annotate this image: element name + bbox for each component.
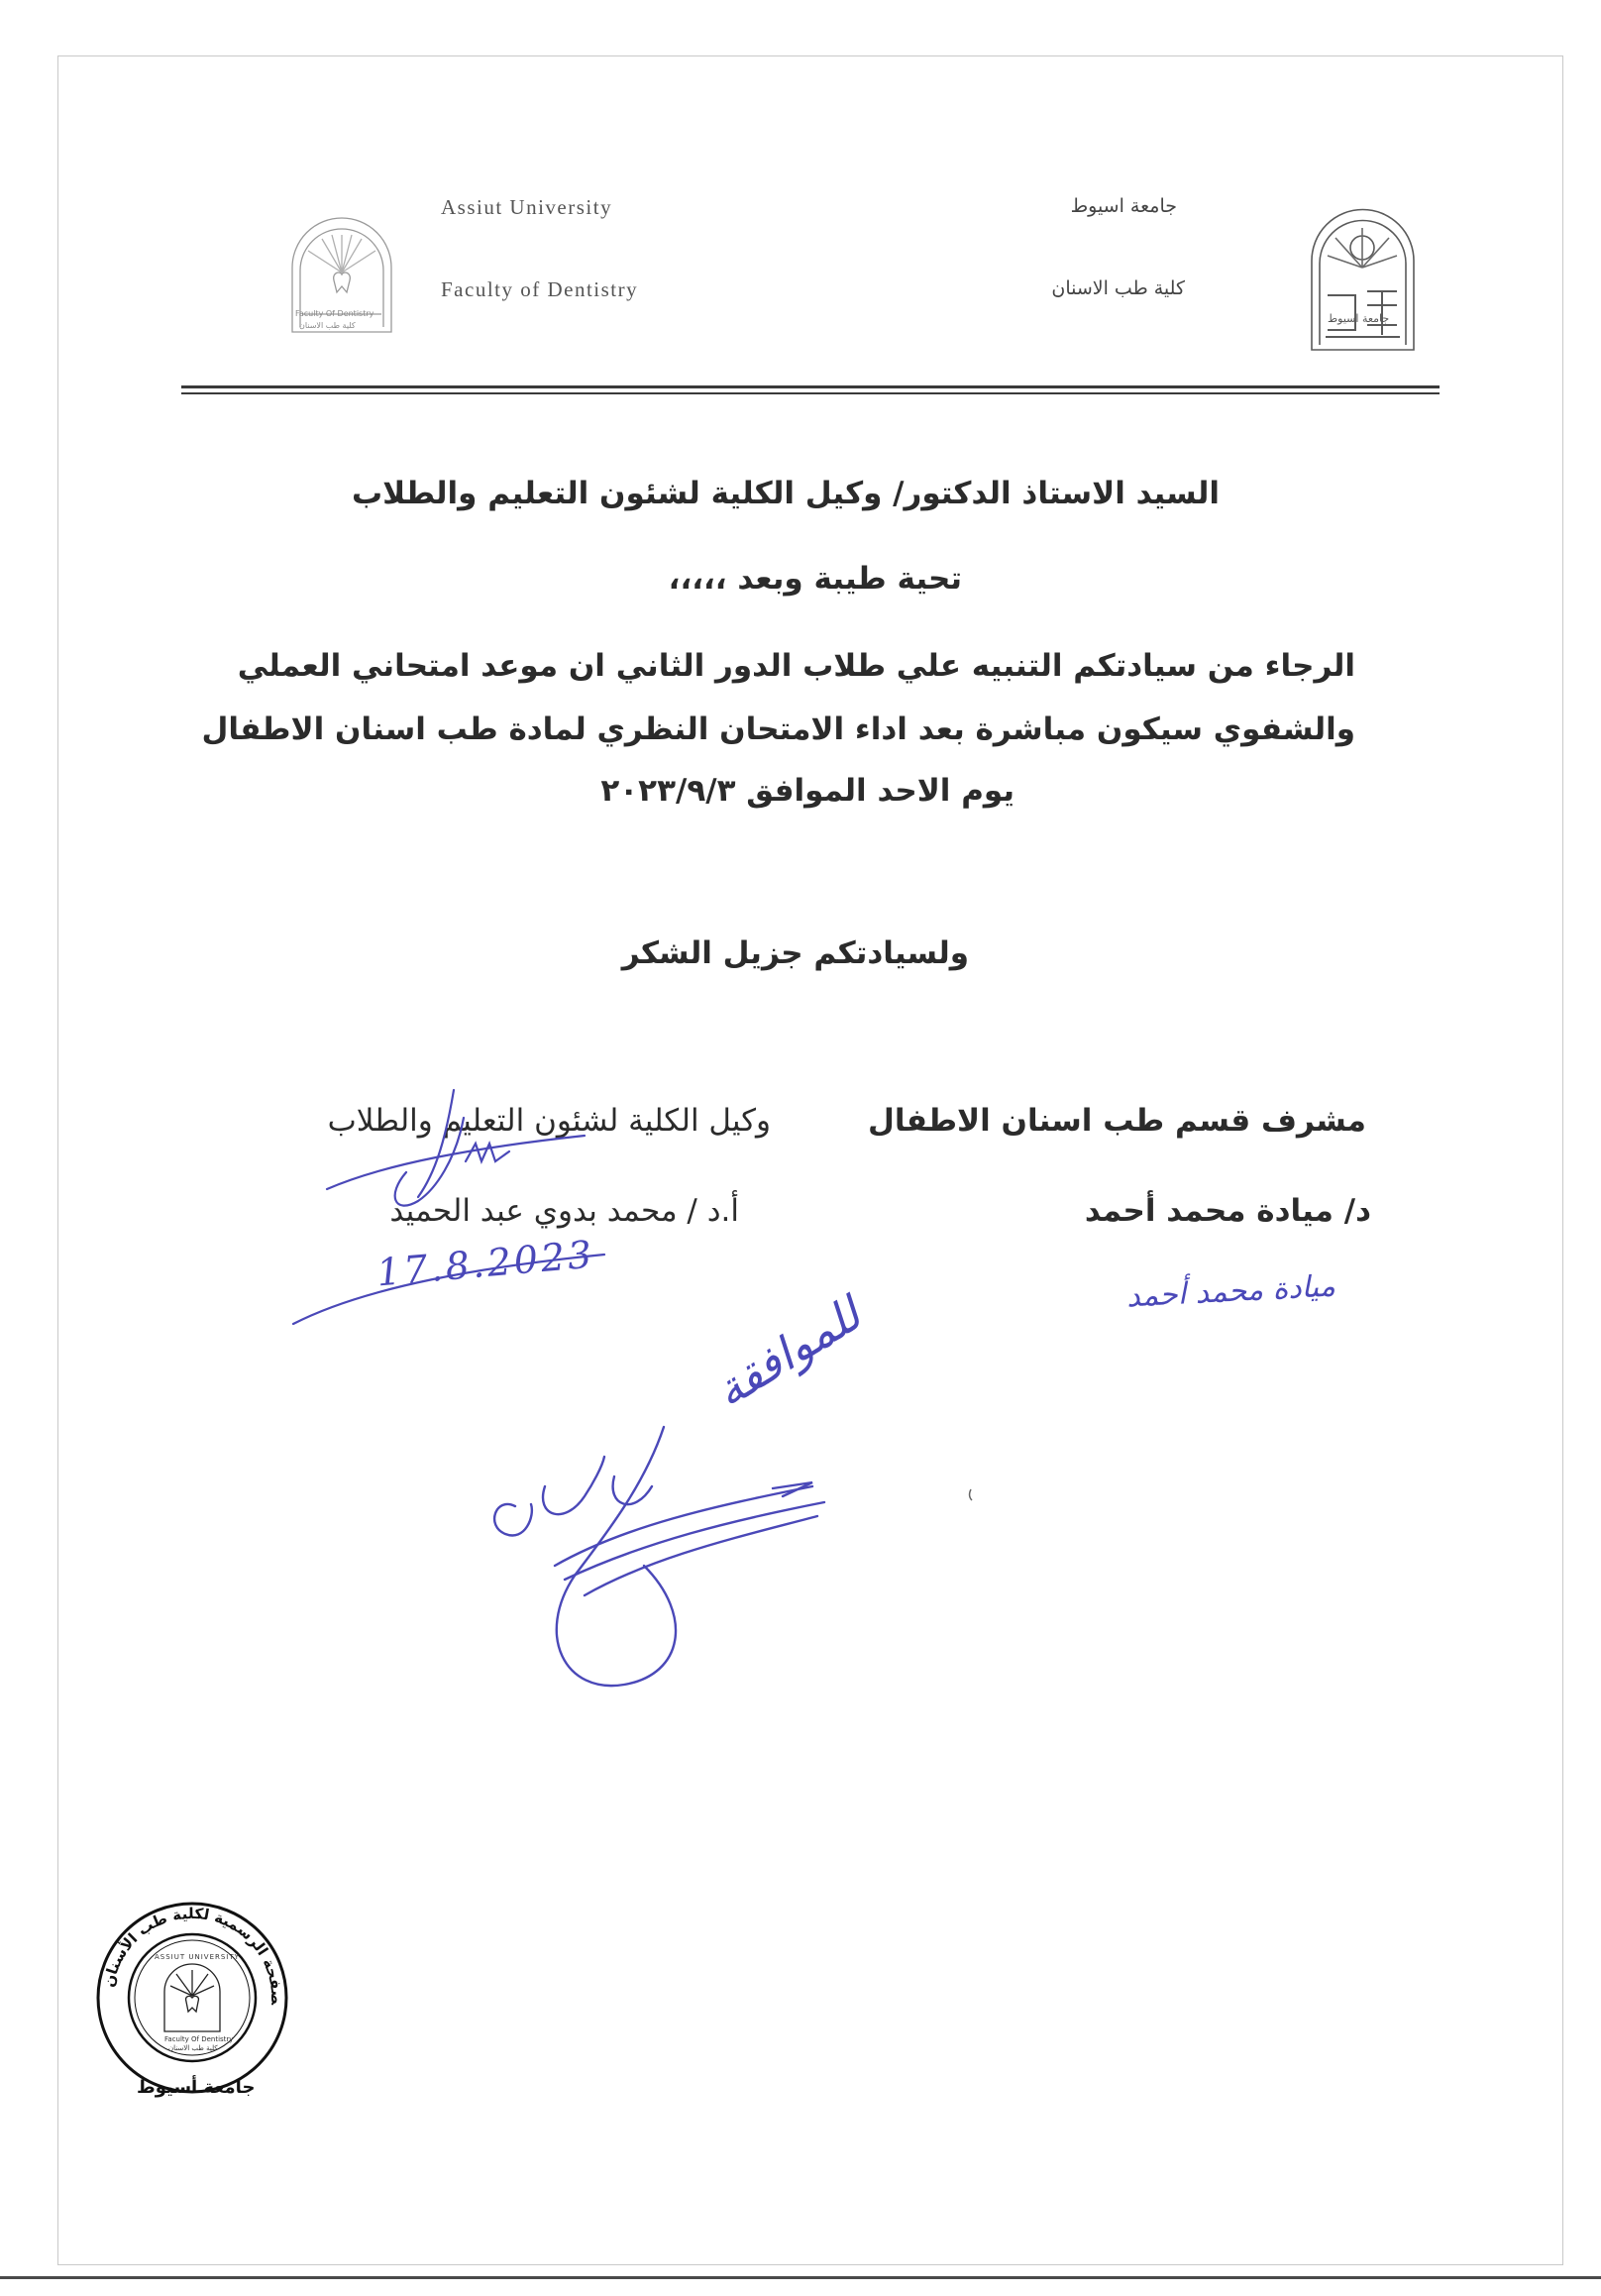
seal-inner-ring-en: ASSIUT UNIVERSITY xyxy=(155,1953,240,1961)
dean-handwritten-date: 17.8.2023 xyxy=(374,1232,596,1295)
body-line-2: والشفوي سيكون مباشرة بعد اداء الامتحان النظري لمادة طب اسنان الاطفال xyxy=(201,711,1355,747)
addressee-line: السيد الاستاذ الدكتور/ وكيل الكلية لشئون التعليم والطلاب xyxy=(352,476,1220,511)
faculty-name-ar: كلية طب الاسنان xyxy=(1051,277,1185,299)
scan-bottom-edge xyxy=(0,2276,1601,2279)
closing-line: ولسيادتكم جزيل الشكر xyxy=(621,935,969,971)
university-name-ar: جامعة اسيوط xyxy=(1070,195,1177,217)
right-handwritten-signature: ميادة محمد أحمد xyxy=(1125,1268,1336,1315)
greeting-line: تحية طيبة وبعد ،،،،، xyxy=(668,561,962,597)
seal-inner-text-ar: كلية طب الاسنان xyxy=(168,2044,218,2052)
ink-speck xyxy=(967,1488,975,1502)
body-line-3: يوم الاحد الموافق ٢٠٢٣/٩/٣ xyxy=(600,773,1014,809)
official-round-seal-icon xyxy=(92,1887,289,2095)
dean-signature-icon xyxy=(287,1078,624,1336)
right-signatory-title: مشرف قسم طب اسنان الاطفال xyxy=(868,1103,1366,1139)
right-signatory-name: د/ ميادة محمد أحمد xyxy=(1084,1193,1371,1229)
body-line-1: الرجاء من سيادتكم التنبيه علي طلاب الدور الثاني ان موعد امتحاني العملي xyxy=(237,648,1355,684)
university-name-en: Assiut University xyxy=(441,195,613,219)
left-signatory-name: أ.د / محمد بدوي عبد الحميد xyxy=(389,1193,739,1229)
right-logo-caption-ar: جامعة اسيوط xyxy=(1328,312,1390,325)
blue-ink-signature-icon xyxy=(476,1367,852,1695)
left-logo-caption-ar: كلية طب الاسنان xyxy=(299,321,356,330)
approval-handwritten: للموافقة xyxy=(705,1286,871,1418)
faculty-name-en: Faculty of Dentistry xyxy=(441,277,639,301)
seal-ring-text: الصفحة الرسمية لكلية طب الأسنان xyxy=(92,1887,286,2006)
assiut-university-logo-icon xyxy=(1306,206,1420,355)
header-divider-thin xyxy=(181,392,1440,394)
left-logo-caption-en: Faculty Of Dentistry xyxy=(295,309,374,318)
seal-bottom-text: جامعة أسيوط xyxy=(137,2077,256,2098)
header-divider-thick xyxy=(181,385,1440,388)
left-signatory-title: وكيل الكلية لشئون التعليم والطلاب xyxy=(327,1103,771,1139)
seal-inner-text-en: Faculty Of Dentistry xyxy=(164,2035,234,2043)
